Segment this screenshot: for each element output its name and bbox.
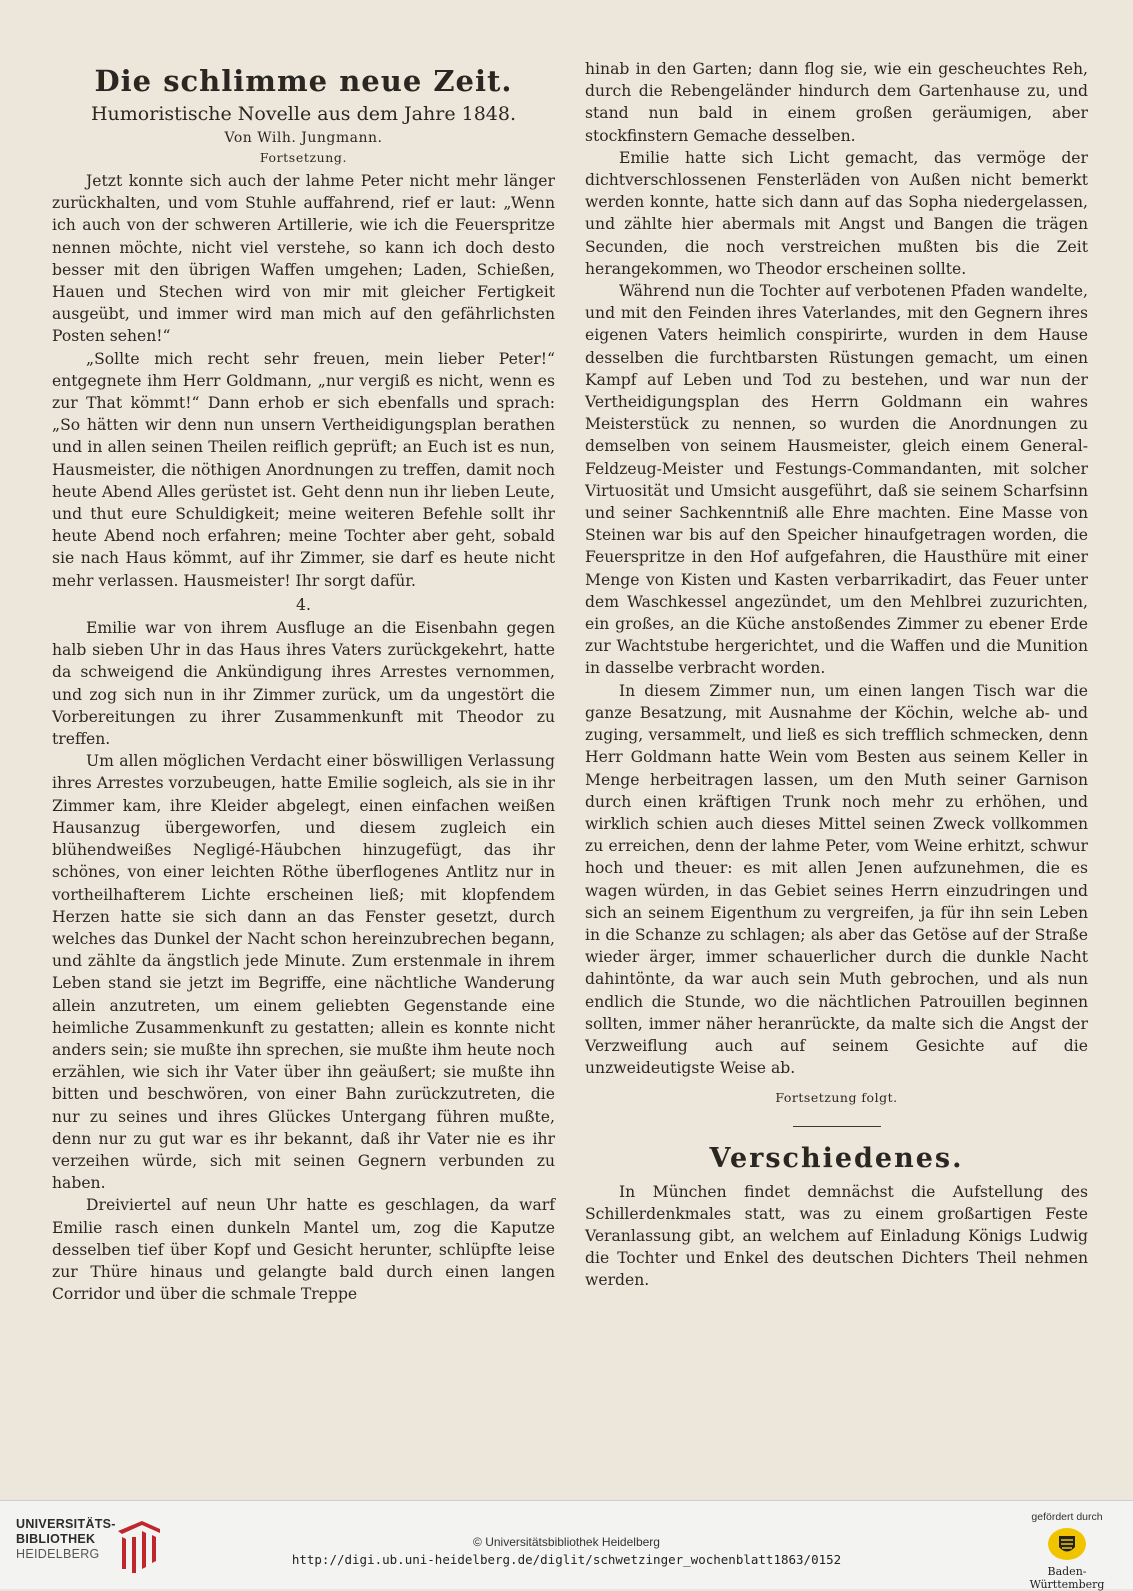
- paragraph: In diesem Zimmer nun, um einen langen Tisch war die ganze Besatzung, mit Ausnahme der Köchin, welche ab- und zuging, versammelt, und ließ es sich trefflich schmecken, denn Herr Goldmann hatte Wein vom Besten aus seinem Keller in Menge herbeitragen lassen, um den Muth seiner Garnison durch einen kräftigen Trunk noch mehr zu erhöhen, und wirklich schien auch dieses Mittel seinen Zweck vollkommen zu erreichen, denn der lahme Peter, vom Weine erhitzt, schwur hoch und theuer: es mit allen Jenen aufzunehmen, die es wagen würden, in das Gebiet seines Herrn einzudringen und sich an seinem Eigenthum zu vergreifen, ja für ihn sein Leben in die Schanze zu schlagen; als aber das Getöse auf der Straße wieder ärger, immer schauerlicher durch die dunkle Nacht dahintönte, da war auch sein Muth gebrochen, und als nun endlich die Stunde, wo die nächtlichen Patrouillen beginnen sollten, immer näher heranrückte, da malte sich die Angst der Verzweiflung auch auf seinem Gesichte auf die unzweideutigste Weise ab.: [585, 681, 1088, 1078]
- paragraph: Emilie hatte sich Licht gemacht, das vermöge der dichtverschlossenen Fensterläden von Außen nicht bemerkt werden konnte, hatte sich dann auf das Sopha niedergelassen, und zählte hier abermals mit Angst und Bangen die trägen Secunden, die noch verstreichen mußten bis die Zeit herangekommen, wo Theodor erscheinen sollte.: [585, 148, 1088, 278]
- footer-bar: [0, 1500, 1133, 1589]
- baden-wuerttemberg-crest-icon: [1047, 1527, 1087, 1561]
- to-be-continued: Fortsetzung folgt.: [775, 1090, 898, 1106]
- paragraph: „Sollte mich recht sehr freuen, mein lieber Peter!“ entgegnete ihm Herr Goldmann, „nur vergiß es nicht, wenn es zur That kömmt!“ Dann erhob er sich ebenfalls und sprach: „So hätten wir denn nun unsern Vertheidigungsplan berathen und in allen seinen Theilen reiflich geprüft; an Euch ist es nun, Hausmeister, die nöthigen Anordnungen zu treffen, damit noch heute Abend Alles gerüstet ist. Geht denn nun ihr lieben Leute, und thut eure Schuldigkeit; meine weiteren Befehle sollt ihr heute Abend noch erfahren; meine Tochter aber geht, sobald sie nach Haus kömmt, auf ihr Zimmer, sie darf es heute nicht mehr verlassen. Hausmeister! Ihr sorgt dafür.: [52, 349, 555, 590]
- article-author: Von Wilh. Jungmann.: [224, 130, 383, 146]
- separator-rule: [793, 1126, 881, 1127]
- section-number: 4.: [296, 595, 311, 614]
- article-subtitle: Humoristische Novelle aus dem Jahre 1848.: [90, 103, 517, 125]
- funder-name: Baden-Württemberg: [1029, 1565, 1105, 1591]
- page-url[interactable]: http://digi.ub.uni-heidelberg.de/diglit/schwetzinger_wochenblatt1863/0152: [291, 1552, 842, 1567]
- paragraph: Während nun die Tochter auf verbotenen Pfaden wandelte, und mit den Feinden ihres Vaterlandes, mit den Gegnern ihres eigenen Vaters heimlich conspirirte, wurden in dem Hause desselben die furchtbarsten Rüstungen gemacht, um einen Kampf auf Leben und Tod zu bestehen, und war nun der Vertheidigungsplan des Herrn Goldmann ein wahres Meisterstück zu nennen, so wurden die Anordnungen zu demselben von seinem Hausmeister, gleich einem General-Feldzeug-Meister und Festungs-Commandanten, mit solcher Virtuosität und Umsicht ausgeführt, daß sie seinem Scharfsinn und seiner Sachkenntniß alle Ehre machten. Eine Masse von Steinen war bis auf den Speicher hinaufgetragen worden, die Feuerspritze in den Hof aufgefahren, die Hausthüre mit einer Menge von Kisten und Kasten verbarrikadirt, das Feuer unter dem Waschkessel angezündet, um den Mehlbrei zuzurichten, ein großes, an die Küche anstoßendes Zimmer zu ebener Erde zur Wachtstube hergerichtet, und die Waffen und die Munition in dasselbe verbracht worden.: [585, 282, 1088, 678]
- funder-logo[interactable]: [1017, 1511, 1117, 1591]
- paragraph: Emilie war von ihrem Ausfluge an die Eisenbahn gegen halb sieben Uhr in das Haus ihres Vaters zurückgekehrt, hatte da schweigend die Ankündigung ihres Arrestes vernommen, und zog sich nun in ihr Zimmer zurück, um da ungestört die Vorbereitungen zu ihrer Zusammenkunft mit Theodor zu treffen.: [52, 619, 555, 749]
- article-title: Die schlimme neue Zeit.: [94, 64, 513, 98]
- misc-heading: Verschiedenes.: [709, 1142, 964, 1174]
- library-name-line1: UNIVERSITÄTS-: [16, 1517, 116, 1531]
- copyright-notice: © Universitätsbibliothek Heidelberg: [473, 1535, 660, 1549]
- funded-by-label: gefördert durch: [1031, 1511, 1103, 1523]
- right-column: [585, 58, 1088, 1292]
- paragraph: Um allen möglichen Verdacht einer böswilligen Verlassung ihres Arrestes vorzubeugen, hatte Emilie sogleich, als sie in ihr Zimmer kam, ihre Kleider abgelegt, einen einfachen weißen Hausanzug übergeworfen, und diesem zugleich ein blühendweißes Negligé-Häubchen hinzugefügt, das ihr schönes, von einer leichten Röthe überflogenes Antlitz nur in vortheilhafterem Lichte erscheinen ließ; mit klopfendem Herzen hatte sie sich dann an das Fenster gesetzt, durch welches das Dunkel der Nacht schon hereinzubrechen begann, und zählte da ängstlich jede Minute. Zum erstenmale in ihrem Leben stand sie jetzt im Begriffe, eine nächtliche Wanderung allein anzutreten, um einem geliebten Gegenstande eine heimliche Zusammenkunft zu gestatten; allein es konnte nicht anders sein; sie mußte ihn sprechen, sie mußte ihm heute noch erzählen, wie sich ihr Vater über ihn geäußert; sie mußte ihn bitten und beschwören, von einer Bahn zurückzutreten, die nur zu seines und ihres Glückes Untergang führen mußte, denn nur zu gut war es ihr bekannt, daß ihr Vater nie es ihr verzeihen würde, sich mit seinen Gegnern verbunden zu haben.: [52, 752, 555, 1193]
- misc-paragraph: In München findet demnächst die Aufstellung des Schillerdenkmales statt, was zu einem großartigen Feste Veranlassung gibt, an welchem auf Einladung Königs Ludwig die Tochter und Enkel des deutschen Dichters Theil nehmen werden.: [585, 1182, 1088, 1290]
- continuation-label: Fortsetzung.: [259, 150, 348, 165]
- paragraph: hinab in den Garten; dann flog sie, wie ein gescheuchtes Reh, durch die Rebengeländer hindurch dem Gartenhause zu, und stand nun bald in einem großen geräumigen, aber stockfinstern Gemache desselben.: [585, 60, 1088, 145]
- paragraph: Dreiviertel auf neun Uhr hatte es geschlagen, da warf Emilie rasch einen dunkeln Mantel um, zog die Kaputze desselben tief über Kopf und Gesicht herunter, schlüpfte leise zur Thüre hinaus und gelangte bald durch einen langen Corridor und über die schmale Treppe: [52, 1196, 555, 1304]
- library-name-line2: BIBLIOTHEK: [16, 1532, 96, 1546]
- paragraph: Jetzt konnte sich auch der lahme Peter nicht mehr länger zurückhalten, und vom Stuhle auffahrend, rief er laut: „Wenn ich auch von der schweren Artillerie, wie ich die Feuerspritze nennen möchte, nicht viel verstehe, so kann ich doch desto besser mit den übrigen Waffen umgehen; Laden, Schießen, Hauen und Stechen wird von mir mit gleicher Fertigkeit ausgeübt, und immer wird man mich auf den gefährlichsten Posten sehen!“: [52, 172, 555, 346]
- left-column: [52, 58, 555, 1305]
- library-name-line3: HEIDELBERG: [16, 1547, 100, 1561]
